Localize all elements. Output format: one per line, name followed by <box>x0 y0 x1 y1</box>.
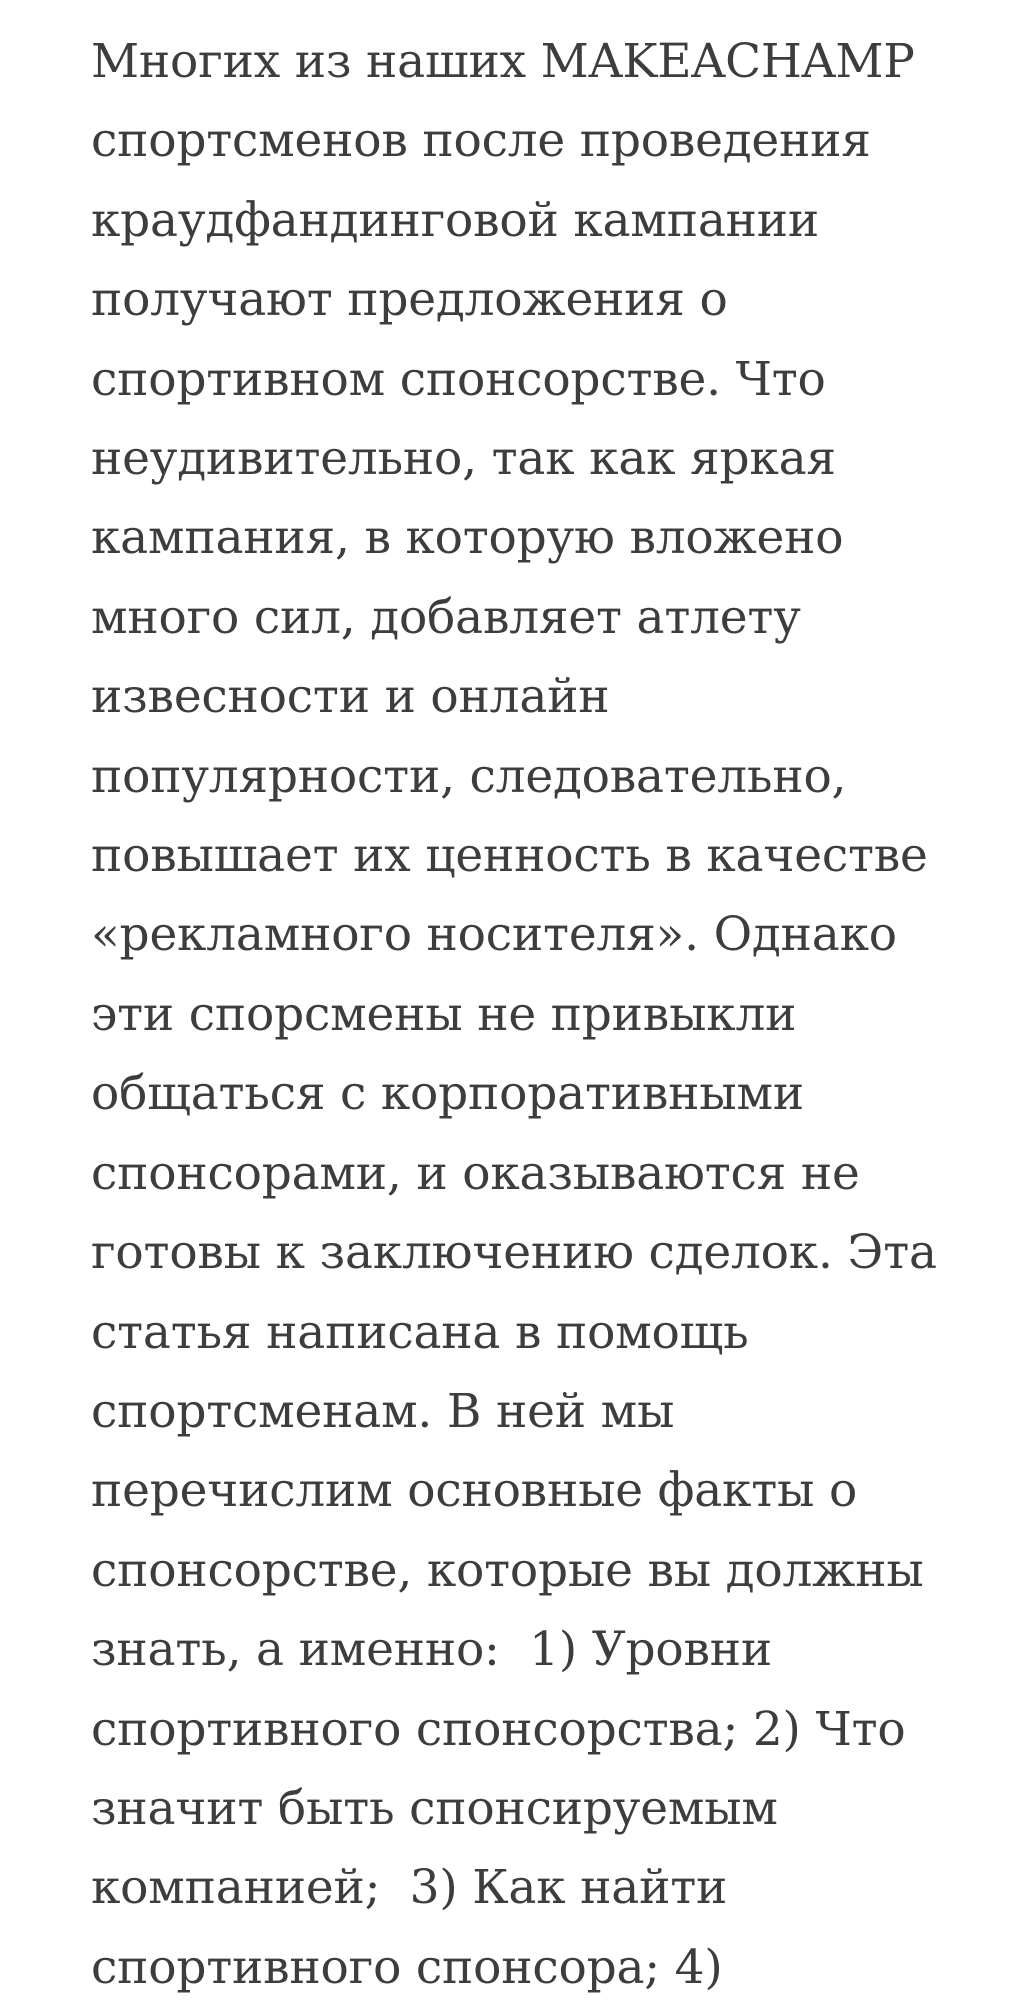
paragraph-line: получают предложения о <box>91 272 728 328</box>
paragraph-line: компанией; 3) Как найти <box>91 1860 728 1916</box>
paragraph-line: неудивительно, так как яркая <box>91 431 836 487</box>
paragraph-line: кампания, в которую вложено <box>91 510 844 566</box>
paragraph-line: эти спорсмены не привыкли <box>91 986 797 1042</box>
paragraph-line: Многих из наших MAKEACHAMP <box>91 34 915 89</box>
paragraph-line: значит быть спонсируемым <box>91 1780 778 1836</box>
paragraph-line: повышает их ценность в качестве <box>91 828 928 884</box>
paragraph-line: готовы к заключению сделок. Эта <box>91 1225 937 1281</box>
paragraph-line: спортсменов после проведения <box>91 113 871 169</box>
paragraph-line: извесности и онлайн <box>91 669 610 725</box>
paragraph-line: перечислим основные факты о <box>91 1463 858 1519</box>
paragraph-line: популярности, следовательно, <box>91 748 847 804</box>
paragraph-line: спортивного спонсора; 4) <box>91 1939 723 1995</box>
paragraph-line: много сил, добавляет атлету <box>91 589 801 645</box>
paragraph-line: знать, а именно: 1) Уровни <box>91 1622 773 1678</box>
paragraph-line: спонсорстве, которые вы должны <box>91 1542 924 1598</box>
paragraph-line: краудфандинговой кампании <box>91 192 820 248</box>
article-paragraph <box>91 22 1011 2007</box>
paragraph-line: общаться с корпоративными <box>91 1066 804 1122</box>
paragraph-line: «рекламного носителя». Однако <box>91 907 897 963</box>
paragraph-line: спортивного спонсорства; 2) Что <box>91 1701 906 1757</box>
paragraph-line: спортивном спонсорстве. Что <box>91 351 826 407</box>
paragraph-line: спортсменам. В ней мы <box>91 1383 675 1439</box>
paragraph-line: статья написана в помощь <box>91 1304 749 1360</box>
paragraph-line: спонсорами, и оказываются не <box>91 1145 860 1201</box>
